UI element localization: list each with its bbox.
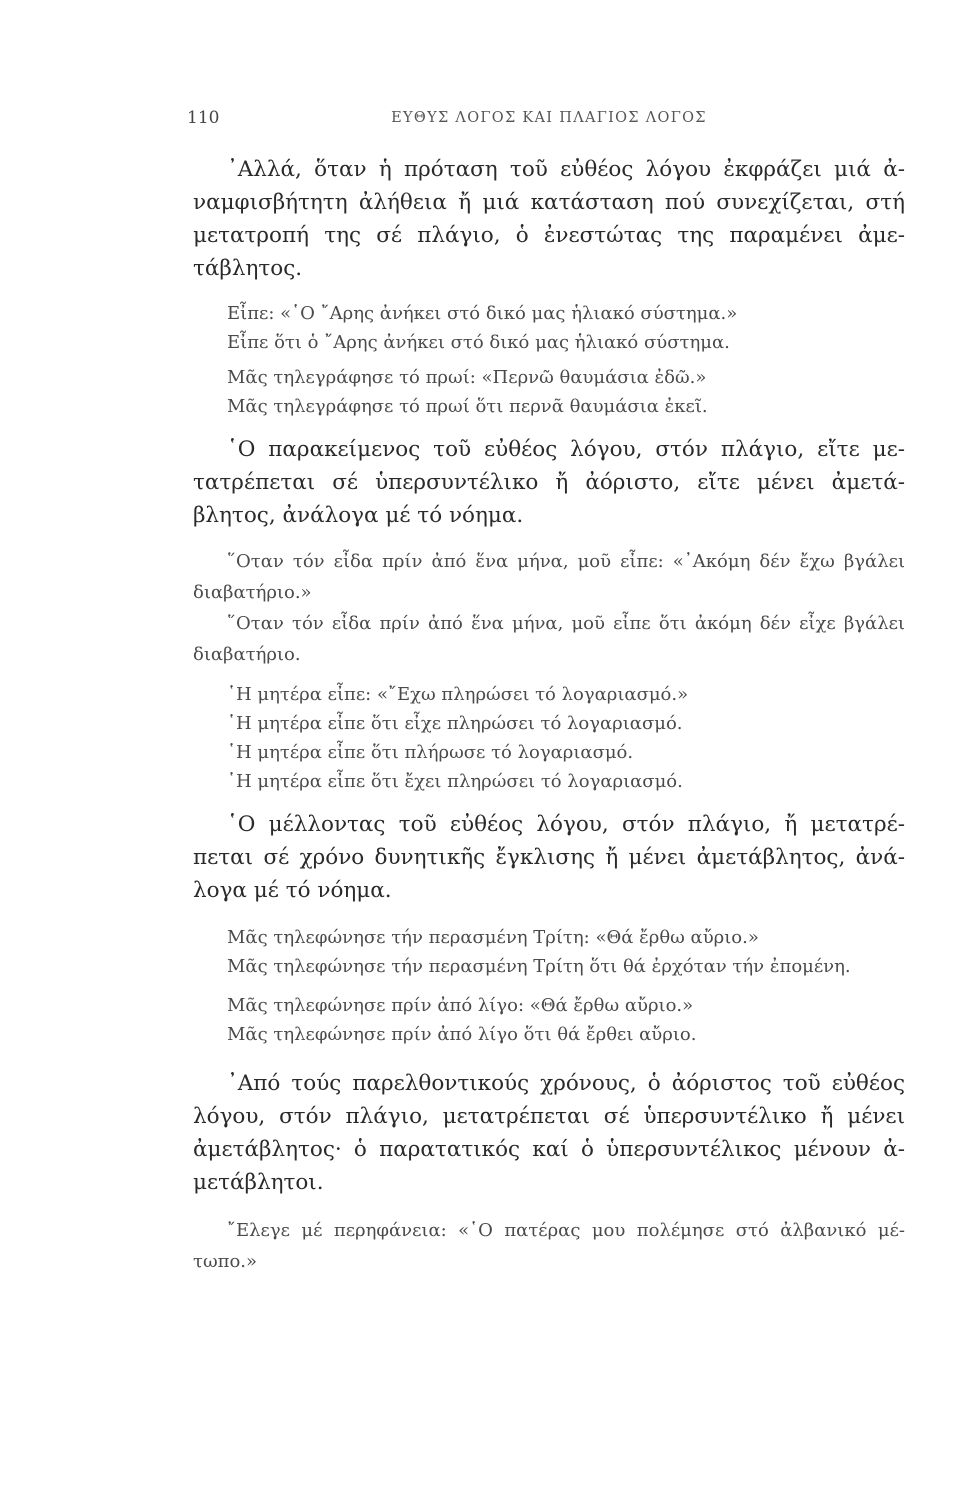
example-line: ῾Η μητέρα εἶπε ὅτι ἔχει πληρώσει τό λογαριασμό. xyxy=(227,771,683,792)
example-line: ῎Ελεγε μέ περηφάνεια: «῾Ο πατέρας μου πολέμησε στό ἀλβανικό μέ-τωπο.» xyxy=(193,1220,905,1272)
example-line: Μᾶς τηλεφώνησε πρίν ἀπό λίγο ὅτι θά ἔρθει αὔριο. xyxy=(227,1024,697,1045)
example-line: ῞Οταν τόν εἶδα πρίν ἀπό ἕνα μήνα, μοῦ εἶπε: «᾿Ακόμη δέν ἔχω βγάλει διαβατήριο.» xyxy=(193,551,905,603)
example-line: Μᾶς τηλεγράφησε τό πρωί: «Περνῶ θαυμάσια ἐδῶ.» xyxy=(227,367,707,388)
example-line: Μᾶς τηλεφώνησε τήν περασμένη Τρίτη: «Θά ἔρθω αὔριο.» xyxy=(227,927,759,948)
example-line: ῞Οταν τόν εἶδα πρίν ἀπό ἕνα μήνα, μοῦ εἶπε ὅτι ἀκόμη δέν εἶχε βγάλει διαβατήριο. xyxy=(193,613,905,665)
example-line: Εἶπε: «῾Ο ῎Αρης ἀνήκει στό δικό μας ἡλιακό σύστημα.» xyxy=(227,303,738,324)
example-line: ῾Η μητέρα εἶπε: «῎Εχω πληρώσει τό λογαριασμό.» xyxy=(227,684,689,705)
example-line: Μᾶς τηλεγράφησε τό πρωί ὅτι περνᾶ θαυμάσια ἐκεῖ. xyxy=(227,396,708,417)
paragraph-past-tenses: ᾿Από τούς παρελθοντικούς χρόνους, ὁ ἀόριστος τοῦ εὐθέος λόγου, στόν πλάγιο, μετατρέπεται σέ ὑπερσυντέλικο ἤ μένει ἀμετάβλητος· ὁ παρατατικός καί ὁ ὑπερσυντέλικος μένουν ἀ-μετάβλητοι. xyxy=(193,1071,905,1195)
page-header xyxy=(187,108,905,132)
paragraph-present-tense: ᾿Αλλά, ὅταν ἡ πρόταση τοῦ εὐθέος λόγου ἐκφράζει μιά ἀ-ναμφισβήτητη ἀλήθεια ἤ μιά κατάσταση πού συνεχίζεται, στή μετατροπή της σέ πλάγιο, ὁ ἐνεστώτας της παραμένει ἀμε-τάβλητος. xyxy=(193,157,905,281)
running-title: ΕΥΘΥΣ ΛΟΓΟΣ ΚΑΙ ΠΛΑΓΙΟΣ ΛΟΓΟΣ xyxy=(391,110,707,126)
page-body xyxy=(193,153,905,1277)
example-line: ῾Η μητέρα εἶπε ὅτι εἶχε πληρώσει τό λογαριασμό. xyxy=(227,713,683,734)
example-line: ῾Η μητέρα εἶπε ὅτι πλήρωσε τό λογαριασμό. xyxy=(227,742,634,763)
page-number: 110 xyxy=(187,108,220,128)
example-line: Εἶπε ὅτι ὁ ῎Αρης ἀνήκει στό δικό μας ἡλιακό σύστημα. xyxy=(227,332,730,353)
example-line: Μᾶς τηλεφώνησε τήν περασμένη Τρίτη ὅτι θά ἐρχόταν τήν ἐπομένη. xyxy=(227,956,851,977)
paragraph-perfect-tense: ῾Ο παρακείμενος τοῦ εὐθέος λόγου, στόν πλάγιο, εἴτε με-τατρέπεται σέ ὑπερσυντέλικο ἤ ἀόριστο, εἴτε μένει ἀμετά-βλητος, ἀνάλογα μέ τό νόημα. xyxy=(193,437,905,528)
example-line: Μᾶς τηλεφώνησε πρίν ἀπό λίγο: «Θά ἔρθω αὔριο.» xyxy=(227,995,694,1016)
paragraph-future-tense: ῾Ο μέλλοντας τοῦ εὐθέος λόγου, στόν πλάγιο, ἤ μετατρέ-πεται σέ χρόνο δυνητικῆς ἔγκλισης ἤ μένει ἀμετάβλητος, ἀνά-λογα μέ τό νόημα. xyxy=(193,812,905,903)
